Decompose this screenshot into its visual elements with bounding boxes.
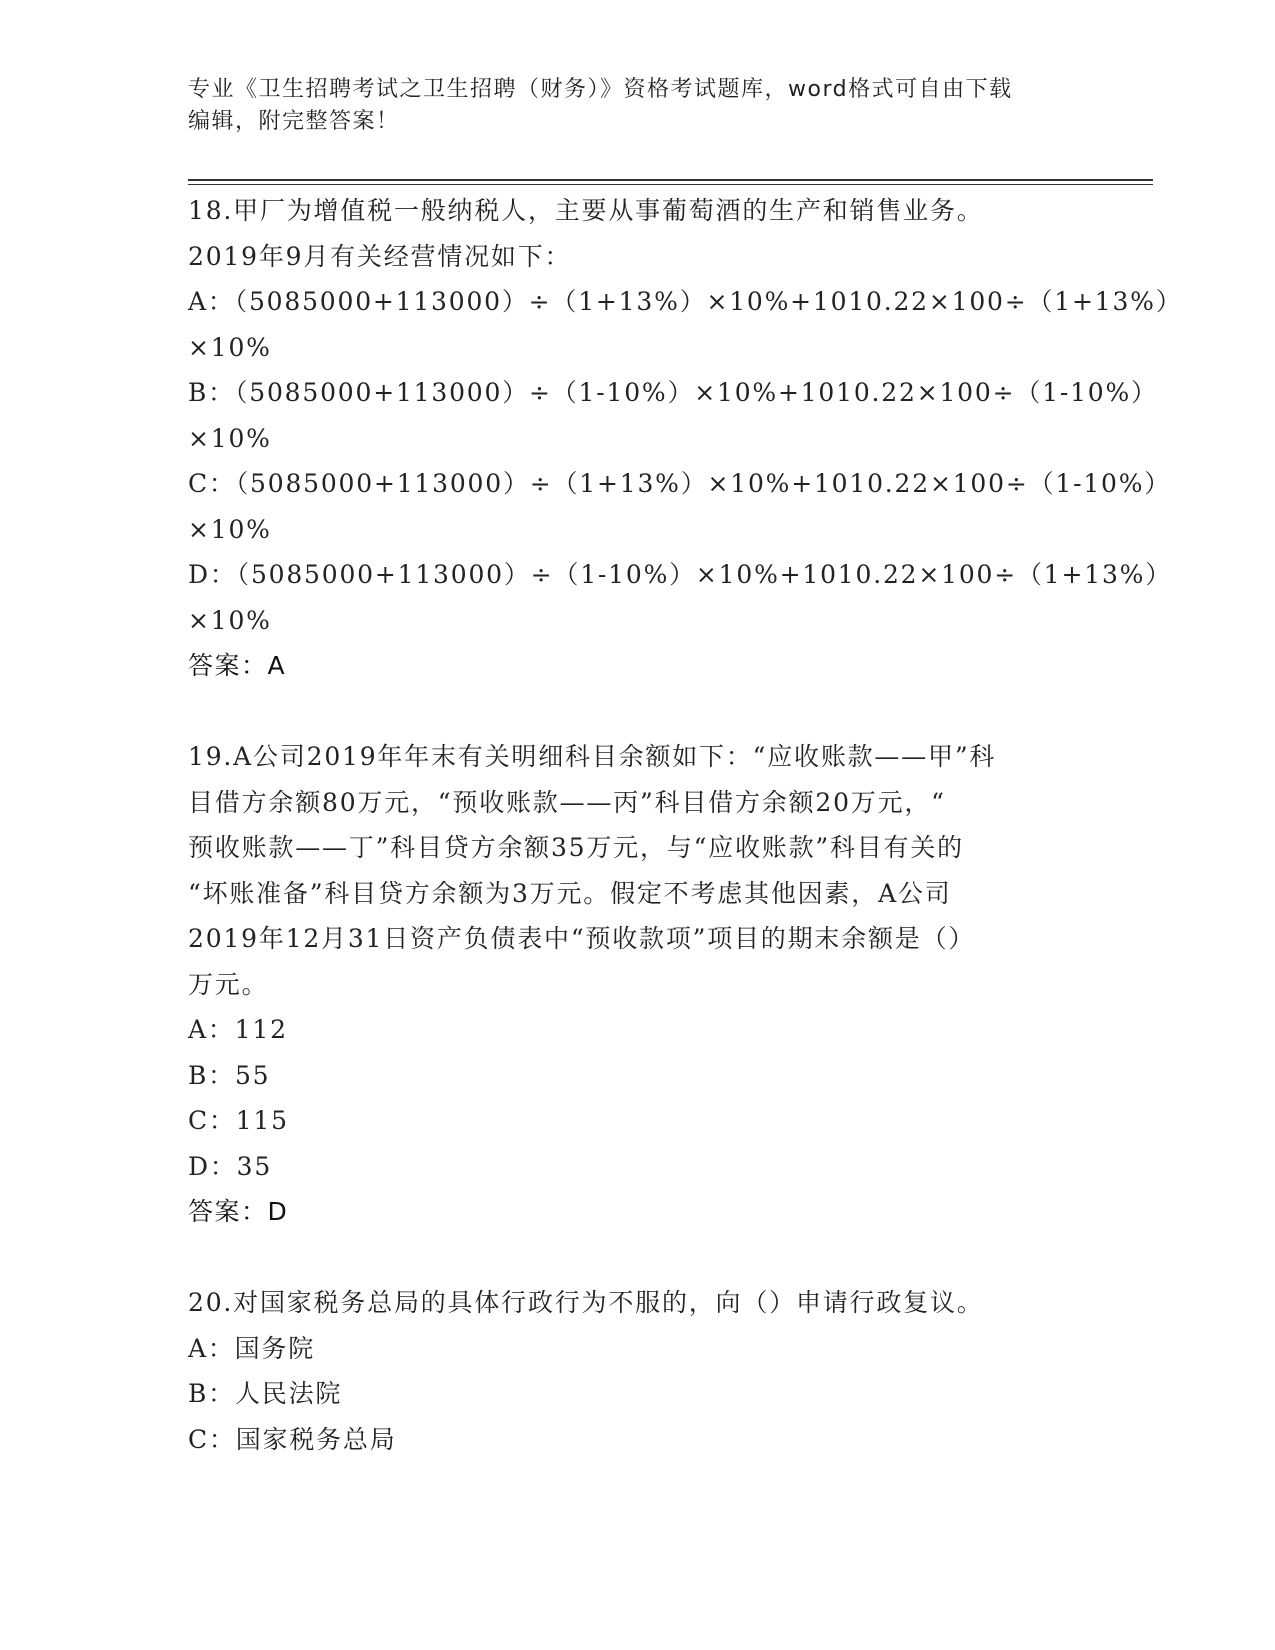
question-18 [188,188,1183,689]
header-divider-thin [188,184,1153,185]
option-d [188,552,1173,643]
question-stem: 18.甲厂为增值税一般纳税人，主要从事葡萄酒的生产和销售业务。 [188,196,984,225]
option-d: D：35 [188,1151,273,1181]
option-c: C：115 [188,1106,289,1135]
option-text: A：（5085000+113000）÷（1+13%）×10%+1010.22×100÷（1+13%） [188,287,1183,316]
option-b [188,370,1158,461]
option-text: ×10% [188,423,272,453]
option-text: C：（5085000+113000）÷（1+13%）×10%+1010.22×100÷（1-10%） [188,469,1172,498]
spacer [188,1235,1093,1281]
option-text: ×10% [188,332,272,362]
header-line-1: 专业《卫生招聘考试之卫生招聘（财务）》资格考试题库，word格式可自由下载 [188,77,1013,102]
document-header [188,74,1088,138]
option-b: B：55 [188,1060,271,1090]
question-stem: 19.A公司2019年年末有关明细科目余额如下：“应收账款——甲”科 [188,742,997,771]
option-c: C：国家税务总局 [188,1424,397,1454]
answer-line: 答案：A [188,651,287,680]
option-b: B：人民法院 [188,1379,343,1408]
option-text: ×10% [188,605,272,635]
header-divider-thick [188,179,1153,181]
option-a: A：国务院 [188,1333,316,1363]
question-stem: 2019年9月有关经营情况如下： [188,241,572,271]
question-stem: 20.对国家税务总局的具体行政行为不服的，向（）申请行政复议。 [188,1288,984,1317]
option-text: B：（5085000+113000）÷（1-10%）×10%+1010.22×100÷（1-10%） [188,378,1158,407]
option-c [188,461,1172,552]
option-a: A：112 [188,1015,288,1044]
question-19 [188,734,1093,1235]
option-a [188,279,1183,370]
option-text: ×10% [188,514,272,544]
question-stem: 预收账款——丁”科目贷方余额35万元，与“应收账款”科目有关的 [188,833,964,862]
question-stem: 2019年12月31日资产负债表中“预收款项”项目的期末余额是（） [188,924,976,953]
question-stem: “坏账准备”科目贷方余额为3万元。假定不考虑其他因素，A公司 [188,878,952,908]
spacer [188,689,1093,735]
question-stem: 目借方余额80万元，“预收账款——丙”科目借方余额20万元，“ [188,787,946,817]
question-stem: 万元。 [188,969,269,999]
header-line-2: 编辑，附完整答案！ [188,109,400,134]
question-list [188,188,1183,1462]
answer-line: 答案：D [188,1197,289,1226]
option-text: D：（5085000+113000）÷（1-10%）×10%+1010.22×100÷（1+13%） [188,560,1173,589]
question-20 [188,1280,1093,1462]
